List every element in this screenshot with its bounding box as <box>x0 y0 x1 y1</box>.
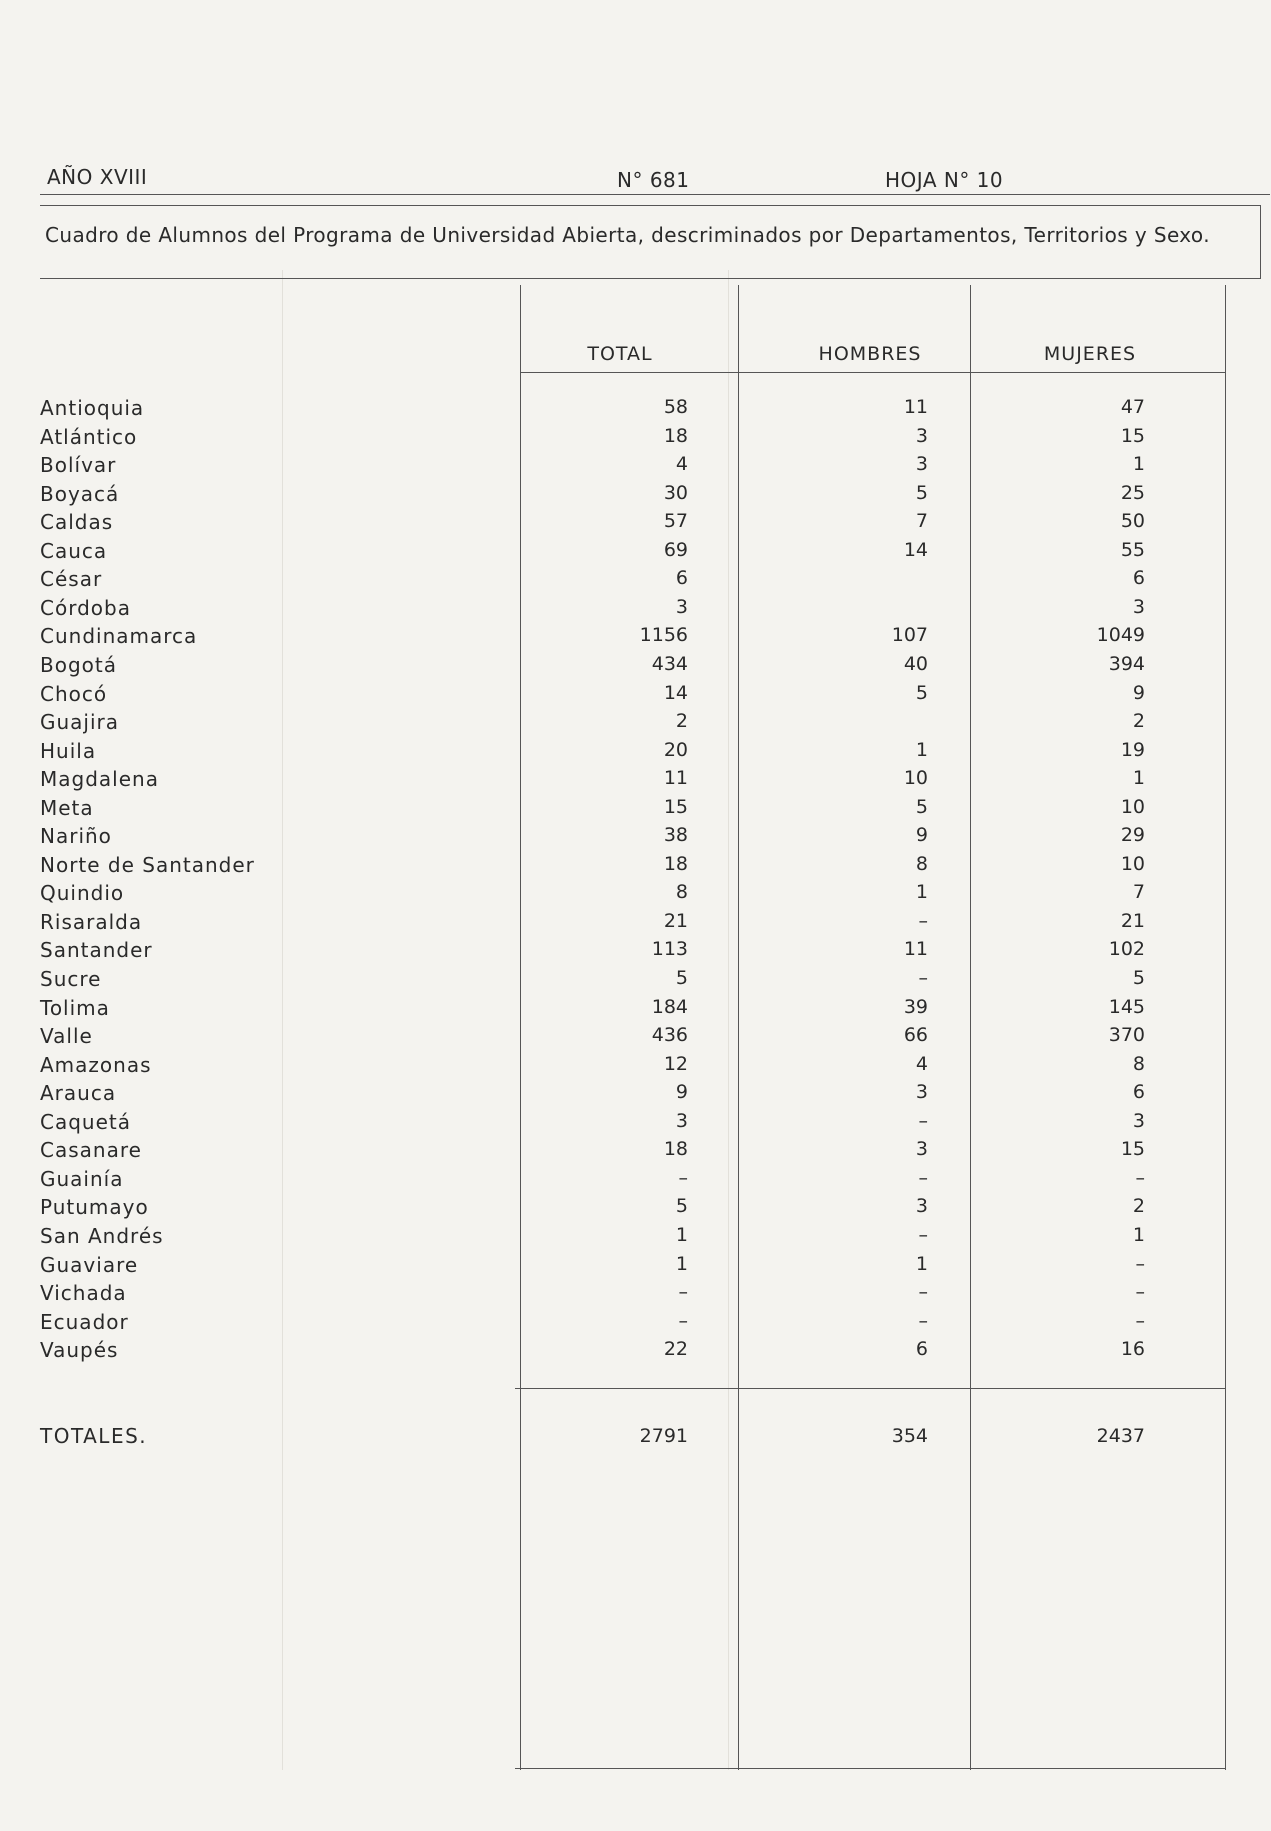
row-men: 10 <box>903 767 928 790</box>
table-row <box>0 596 1271 624</box>
table-row <box>0 624 1271 652</box>
table-row <box>0 881 1271 909</box>
row-men: – <box>918 967 928 989</box>
row-name: Arauca <box>40 1081 117 1106</box>
table-row <box>0 1224 1271 1252</box>
row-men: 1 <box>915 738 928 761</box>
row-women: 7 <box>1132 881 1145 904</box>
row-women: 8 <box>1132 1052 1145 1075</box>
row-women: 2 <box>1132 1195 1145 1218</box>
row-men: 11 <box>903 938 928 961</box>
row-total: 21 <box>663 909 688 932</box>
row-total: 14 <box>663 681 688 704</box>
table-caption: Cuadro de Alumnos del Programa de Universidad Abierta, descriminados por Departamentos, Territorios y Sexo. <box>45 223 1210 247</box>
table-row <box>0 996 1271 1024</box>
row-women: 21 <box>1120 909 1145 932</box>
row-men: 40 <box>903 652 928 675</box>
row-men: 9 <box>915 824 928 847</box>
row-men: 14 <box>903 538 928 561</box>
header-number: N° 681 <box>617 168 690 192</box>
row-name: Atlántico <box>40 424 138 449</box>
table-row <box>0 1281 1271 1309</box>
row-name: Vichada <box>40 1281 127 1306</box>
header-rule <box>40 194 1270 195</box>
row-name: Caquetá <box>40 1109 131 1134</box>
row-women: 6 <box>1132 567 1145 590</box>
row-men: 8 <box>915 852 928 875</box>
row-total: 12 <box>663 1052 688 1075</box>
row-total: 58 <box>663 396 688 418</box>
row-women: 394 <box>1108 652 1145 675</box>
row-total: 5 <box>675 1195 688 1218</box>
table-row <box>0 1167 1271 1195</box>
row-women: 2 <box>1132 710 1145 733</box>
row-men: 5 <box>915 795 928 818</box>
row-women: 5 <box>1132 967 1145 989</box>
table-row <box>0 1138 1271 1166</box>
row-women: 3 <box>1132 1109 1145 1132</box>
row-name: Nariño <box>40 824 112 849</box>
row-men: 5 <box>915 481 928 504</box>
row-women: 15 <box>1120 424 1145 447</box>
row-total: 113 <box>651 938 688 961</box>
table-row <box>0 739 1271 767</box>
row-women: 16 <box>1120 1338 1145 1361</box>
row-women: 10 <box>1120 852 1145 875</box>
row-name: Córdoba <box>40 595 131 620</box>
row-name: Norte de Santander <box>40 852 255 877</box>
row-total: – <box>678 1281 688 1304</box>
caption-box <box>40 205 1261 279</box>
row-women: 145 <box>1108 995 1145 1018</box>
table-row <box>0 1253 1271 1281</box>
row-name: Valle <box>40 1024 93 1049</box>
table-row <box>0 796 1271 824</box>
column-header-men: HOMBRES <box>818 343 922 365</box>
row-name: Guaviare <box>40 1252 139 1277</box>
row-women: 50 <box>1120 510 1145 533</box>
row-total: 22 <box>663 1338 688 1361</box>
row-total: 1 <box>675 1223 688 1246</box>
row-women: – <box>1135 1252 1145 1275</box>
table-row <box>0 1053 1271 1081</box>
totals-label: TOTALES. <box>40 1424 148 1448</box>
row-total: 3 <box>675 595 688 618</box>
row-total: 3 <box>675 1109 688 1132</box>
row-total: 18 <box>663 852 688 875</box>
row-total: 2 <box>675 710 688 733</box>
row-women: – <box>1135 1281 1145 1304</box>
table-row <box>0 1338 1271 1366</box>
row-name: Cauca <box>40 538 108 563</box>
row-men: – <box>918 1166 928 1189</box>
table-row <box>0 1195 1271 1223</box>
row-total: 18 <box>663 424 688 447</box>
row-name: Chocó <box>40 681 108 706</box>
row-name: Vaupés <box>40 1338 119 1363</box>
row-name: Tolima <box>40 995 110 1020</box>
row-men: 5 <box>915 681 928 704</box>
row-men: – <box>918 909 928 932</box>
table-row <box>0 396 1271 424</box>
row-women: 1049 <box>1096 624 1145 647</box>
row-name: Quindio <box>40 881 125 906</box>
row-name: Santander <box>40 938 153 963</box>
table-row <box>0 1310 1271 1338</box>
row-women: 55 <box>1120 538 1145 561</box>
row-name: Bogotá <box>40 652 117 677</box>
row-total: 1156 <box>639 624 688 647</box>
row-women: – <box>1135 1166 1145 1189</box>
row-men: 3 <box>915 453 928 476</box>
row-total: 11 <box>663 767 688 790</box>
row-total: 1 <box>675 1252 688 1275</box>
totals-men: 354 <box>891 1425 928 1447</box>
row-women: 25 <box>1120 481 1145 504</box>
row-name: Guajira <box>40 710 120 735</box>
row-name: Risaralda <box>40 909 143 934</box>
row-women: 29 <box>1120 824 1145 847</box>
row-name: Putumayo <box>40 1195 149 1220</box>
row-men: 1 <box>915 881 928 904</box>
row-men: 39 <box>903 995 928 1018</box>
table-row <box>0 482 1271 510</box>
header-row-rule <box>520 372 1226 373</box>
table-row <box>0 682 1271 710</box>
row-women: 102 <box>1108 938 1145 961</box>
row-men: 3 <box>915 424 928 447</box>
row-name: Sucre <box>40 967 102 991</box>
row-men: 66 <box>903 1024 928 1047</box>
row-name: Amazonas <box>40 1052 152 1077</box>
table-row <box>0 767 1271 795</box>
row-total: 436 <box>651 1024 688 1047</box>
header-sheet: HOJA N° 10 <box>885 168 1004 192</box>
table-row <box>0 653 1271 681</box>
row-total: 4 <box>675 453 688 476</box>
row-total: – <box>678 1309 688 1332</box>
row-total: 30 <box>663 481 688 504</box>
table-row <box>0 453 1271 481</box>
row-women: – <box>1135 1309 1145 1332</box>
row-men: 6 <box>915 1338 928 1361</box>
row-name: Guainía <box>40 1166 124 1191</box>
row-women: 19 <box>1120 738 1145 761</box>
row-name: San Andrés <box>40 1223 164 1248</box>
row-men: – <box>918 1109 928 1132</box>
totals-total: 2791 <box>639 1425 688 1447</box>
row-women: 10 <box>1120 795 1145 818</box>
column-header-total: TOTAL <box>587 343 653 365</box>
row-total: 69 <box>663 538 688 561</box>
row-total: 184 <box>651 995 688 1018</box>
row-name: Caldas <box>40 510 114 535</box>
table-row <box>0 1081 1271 1109</box>
row-men: 107 <box>891 624 928 647</box>
row-men: 3 <box>915 1138 928 1161</box>
table-row <box>0 967 1271 995</box>
row-total: 434 <box>651 652 688 675</box>
table-row <box>0 1110 1271 1138</box>
row-name: Ecuador <box>40 1309 129 1334</box>
row-men: – <box>918 1223 928 1246</box>
table-row <box>0 1024 1271 1052</box>
row-men: 4 <box>915 1052 928 1075</box>
row-name: Magdalena <box>40 767 159 792</box>
row-men: – <box>918 1309 928 1332</box>
row-women: 1 <box>1132 767 1145 790</box>
table-row <box>0 910 1271 938</box>
row-total: 20 <box>663 738 688 761</box>
row-total: 38 <box>663 824 688 847</box>
row-name: Antioquia <box>40 396 145 420</box>
row-total: 8 <box>675 881 688 904</box>
row-total: 9 <box>675 1081 688 1104</box>
row-name: César <box>40 567 103 592</box>
row-name: Bolívar <box>40 453 117 478</box>
totals-rule <box>515 1388 1226 1389</box>
row-women: 15 <box>1120 1138 1145 1161</box>
table-row <box>0 824 1271 852</box>
row-name: Cundinamarca <box>40 624 198 649</box>
table-row <box>0 710 1271 738</box>
row-women: 9 <box>1132 681 1145 704</box>
row-women: 3 <box>1132 595 1145 618</box>
row-women: 1 <box>1132 453 1145 476</box>
row-total: 18 <box>663 1138 688 1161</box>
row-name: Meta <box>40 795 94 820</box>
table-row <box>0 567 1271 595</box>
totals-women: 2437 <box>1096 1425 1145 1447</box>
header-year: AÑO XVIII <box>47 165 148 189</box>
row-total: 15 <box>663 795 688 818</box>
row-women: 47 <box>1120 396 1145 418</box>
table-bottom-rule <box>515 1768 1226 1769</box>
row-women: 1 <box>1132 1223 1145 1246</box>
row-men: 1 <box>915 1252 928 1275</box>
table-row <box>0 510 1271 538</box>
row-women: 370 <box>1108 1024 1145 1047</box>
row-men: 11 <box>903 396 928 418</box>
table-row <box>0 938 1271 966</box>
row-total: 57 <box>663 510 688 533</box>
table-row <box>0 853 1271 881</box>
row-men: – <box>918 1281 928 1304</box>
row-total: 6 <box>675 567 688 590</box>
row-men: 3 <box>915 1081 928 1104</box>
table-row <box>0 425 1271 453</box>
row-name: Casanare <box>40 1138 142 1163</box>
row-women: 6 <box>1132 1081 1145 1104</box>
row-men: 3 <box>915 1195 928 1218</box>
column-header-women: MUJERES <box>1043 343 1137 365</box>
row-total: – <box>678 1166 688 1189</box>
row-total: 5 <box>675 967 688 989</box>
row-men: 7 <box>915 510 928 533</box>
row-name: Boyacá <box>40 481 120 506</box>
row-name: Huila <box>40 738 97 763</box>
table-row <box>0 539 1271 567</box>
